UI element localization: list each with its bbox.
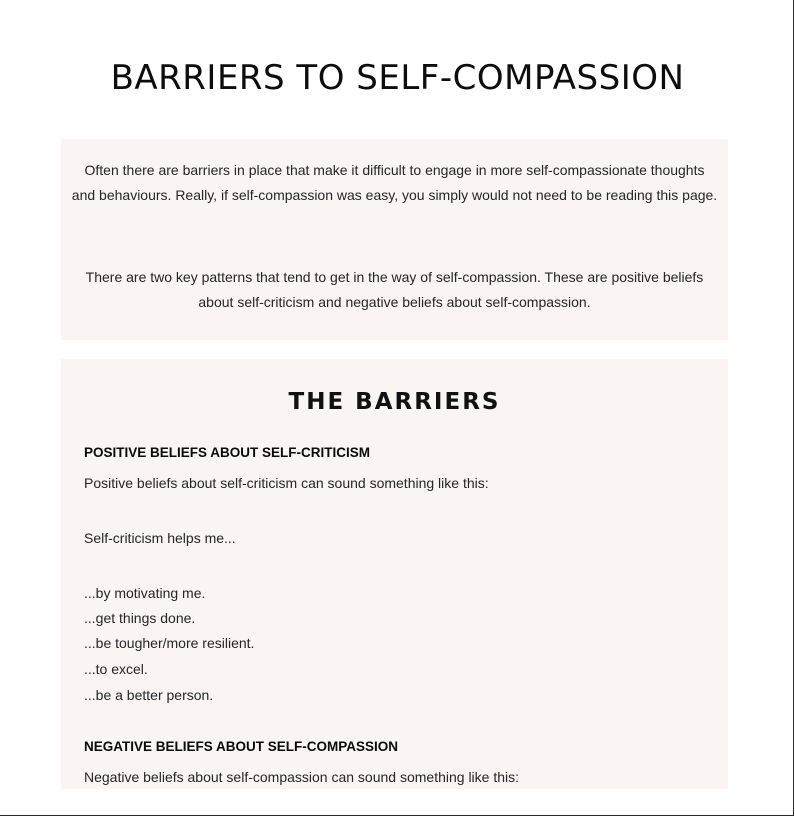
list-item: ...be a better person. [84,687,214,703]
list-item: ...get things done. [84,610,196,626]
list-item: ...be tougher/more resilient. [84,635,255,651]
barriers-heading: THE BARRIERS [288,389,501,415]
intro-paragraph-1: Often there are barriers in place that make it difficult to engage in more self-compassionate thoughts and behaviours. Really, if self-compassion was easy, you simply would not need to be reading this page. [71,162,718,203]
barriers-panel [61,359,728,789]
negative-beliefs-subheading: NEGATIVE BELIEFS ABOUT SELF-COMPASSION [84,739,399,754]
positive-beliefs-subheading: POSITIVE BELIEFS ABOUT SELF-CRITICISM [84,445,371,460]
page-title: BARRIERS TO SELF-COMPASSION [110,58,685,98]
list-item: ...by motivating me. [84,585,206,601]
negative-beliefs-lead: Negative beliefs about self-compassion can sound something like this: [84,769,520,785]
intro-panel [61,139,728,340]
intro-paragraph-2: There are two key patterns that tend to get in the way of self-compassion. These are positive beliefs about self-criticism and negative beliefs about self-compassion. [85,269,704,310]
positive-beliefs-lead: Positive beliefs about self-criticism can sound something like this: [84,475,489,491]
list-item: ...to excel. [84,661,148,677]
positive-beliefs-stem: Self-criticism helps me... [84,530,236,546]
